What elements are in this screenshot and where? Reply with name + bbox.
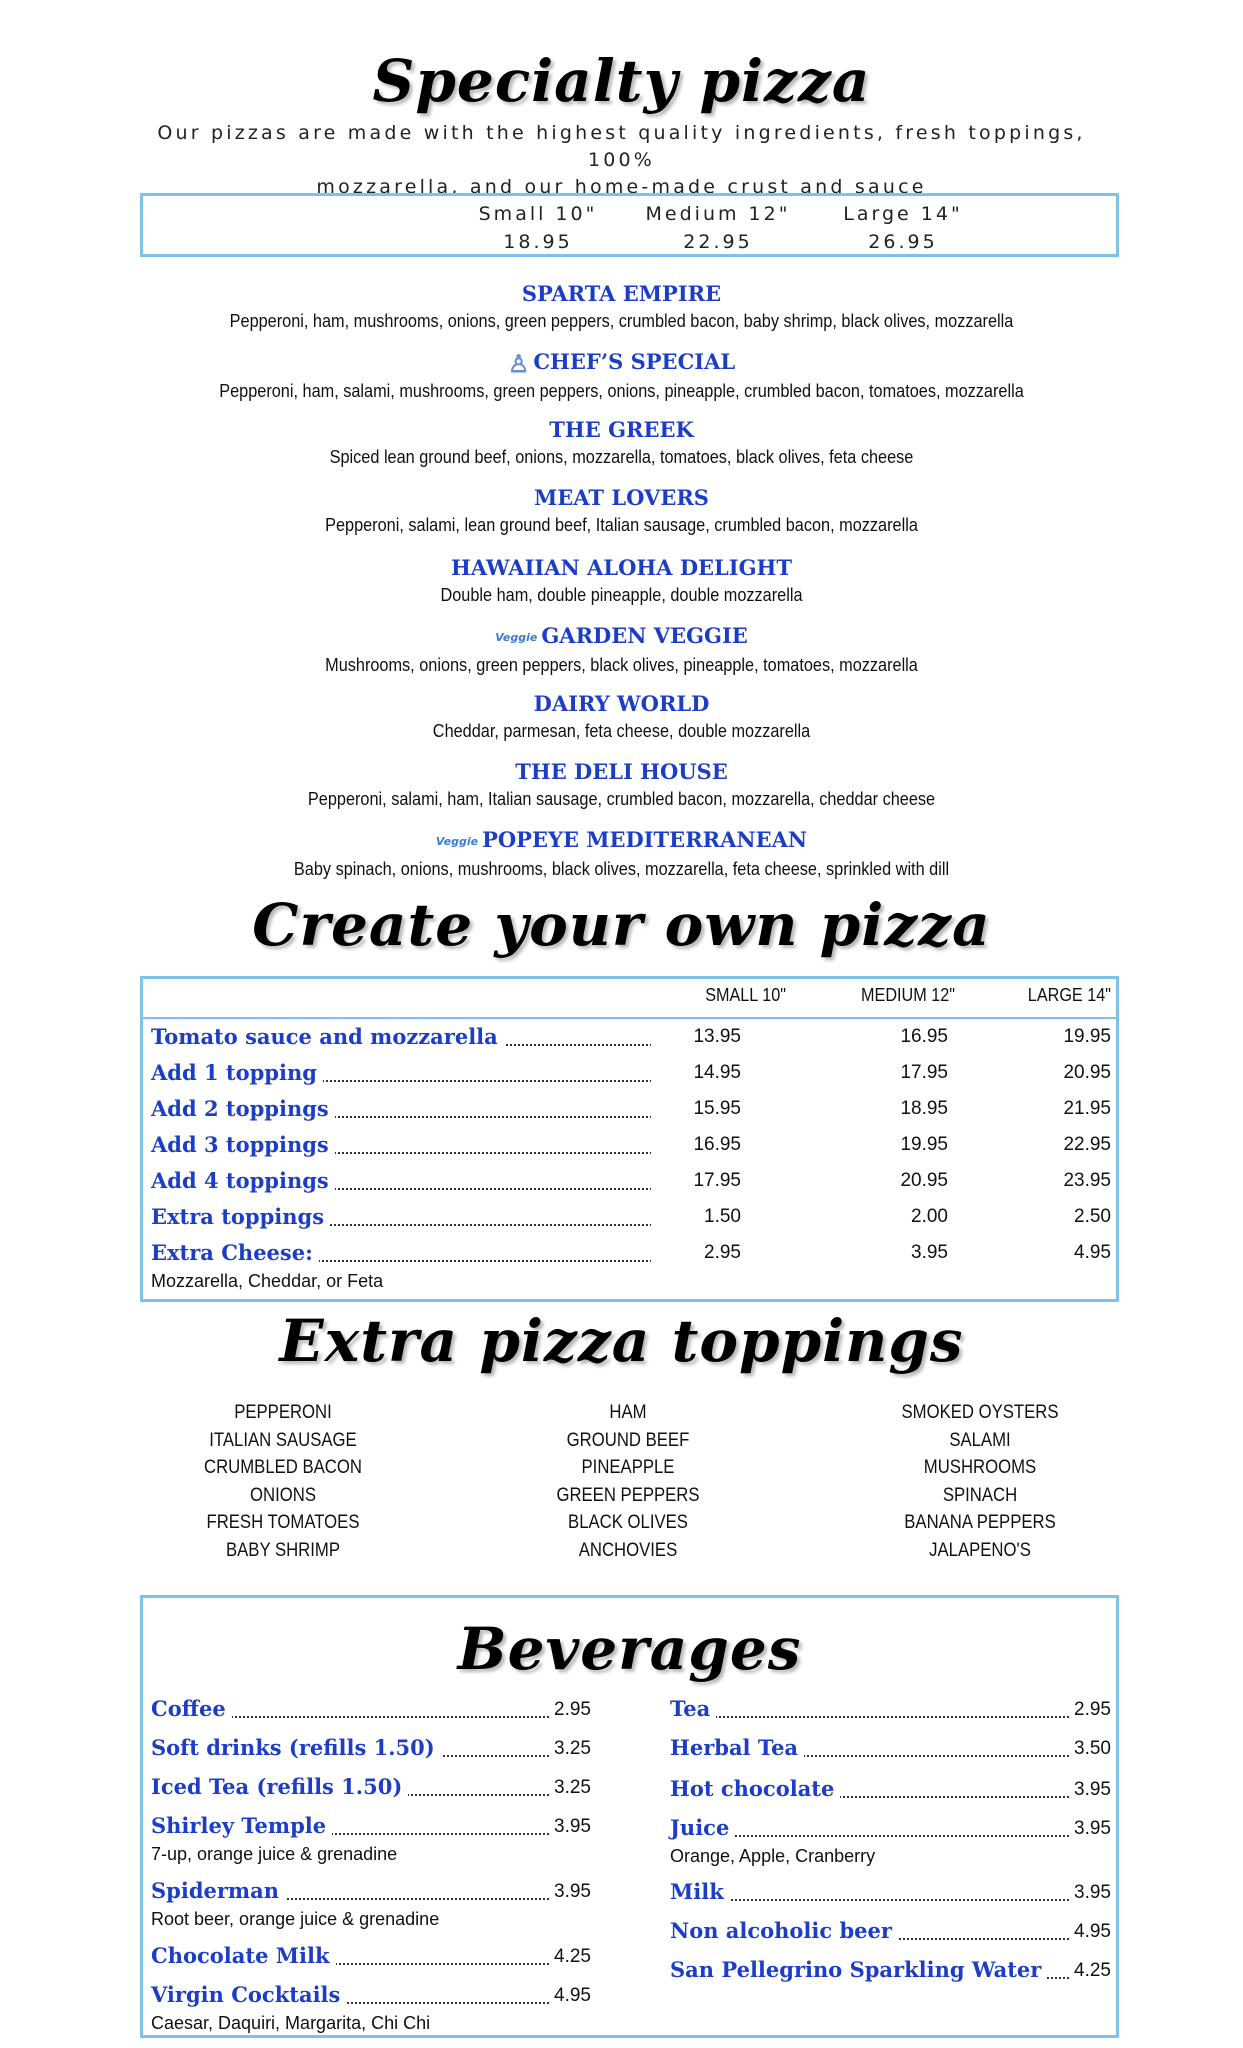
intro-line-2: mozzarella, and our home-made crust and sauce bbox=[316, 176, 927, 198]
price-small: 1.50 bbox=[651, 1206, 741, 1228]
beverage-name: Coffee bbox=[151, 1696, 232, 1721]
pizza-name-row bbox=[0, 348, 1243, 378]
beverage-name: Non alcoholic beer bbox=[670, 1918, 898, 1943]
table-row bbox=[151, 1204, 1111, 1238]
beverage-line bbox=[670, 1735, 1111, 1765]
pizza-desc: Pepperoni, ham, salami, mushrooms, green peppers, onions, pineapple, crumbled bacon, tomatoes, mozzarella bbox=[219, 379, 1024, 401]
topping-item: SMOKED OYSTERS bbox=[901, 1402, 1059, 1423]
row-label: Add 4 toppings bbox=[151, 1168, 335, 1193]
size-label: Medium 12" bbox=[645, 203, 791, 225]
beverage-price: 4.95 bbox=[550, 1985, 591, 2007]
pizza-item bbox=[0, 280, 1243, 334]
pizza-desc: Mushrooms, onions, green peppers, black olives, pineapple, tomatoes, mozzarella bbox=[325, 653, 918, 675]
pizza-name: HAWAIIAN ALOHA DELIGHT bbox=[450, 555, 793, 580]
row-label: Tomato sauce and mozzarella bbox=[151, 1024, 504, 1049]
table-row bbox=[151, 1096, 1111, 1130]
beverage-note: Orange, Apple, Cranberry bbox=[670, 1846, 876, 1866]
pizza-desc: Pepperoni, salami, lean ground beef, Italian sausage, crumbled bacon, mozzarella bbox=[325, 514, 918, 535]
beverage-line bbox=[670, 1879, 1111, 1909]
toppings-column-1 bbox=[143, 1399, 423, 1564]
toppings-column-2 bbox=[488, 1399, 768, 1564]
beverage-name: San Pellegrino Sparkling Water bbox=[670, 1957, 1047, 1982]
pizza-desc: Pepperoni, ham, mushrooms, onions, green peppers, crumbled bacon, baby shrimp, black olives, mozzarella bbox=[229, 310, 1014, 331]
beverage-note: Root beer, orange juice & grenadine bbox=[151, 1909, 440, 1929]
topping-item: HAM bbox=[609, 1402, 647, 1423]
size-price: 22.95 bbox=[683, 231, 753, 253]
pizza-item bbox=[0, 826, 1243, 882]
row-label: Add 3 toppings bbox=[151, 1132, 335, 1157]
beverage-price: 3.25 bbox=[550, 1738, 591, 1760]
beverage-name: Soft drinks (refills 1.50) bbox=[151, 1735, 441, 1760]
toppings-column-3 bbox=[840, 1399, 1120, 1564]
topping-item: BLACK OLIVES bbox=[568, 1512, 688, 1533]
beverage-price: 2.95 bbox=[1070, 1699, 1111, 1721]
veggie-badge-icon: Veggie bbox=[435, 834, 479, 848]
pizza-name: DAIRY WORLD bbox=[533, 691, 710, 716]
price-medium: 3.95 bbox=[858, 1242, 948, 1264]
topping-item: PINEAPPLE bbox=[581, 1457, 675, 1478]
table-row bbox=[151, 1024, 1111, 1058]
pizza-name: POPEYE MEDITERRANEAN bbox=[482, 827, 808, 852]
beverage-line bbox=[670, 1696, 1111, 1726]
beverage-item bbox=[670, 1957, 1111, 2017]
beverage-name: Hot chocolate bbox=[670, 1776, 840, 1801]
topping-item: PEPPERONI bbox=[234, 1402, 332, 1423]
beverage-price: 2.95 bbox=[550, 1699, 591, 1721]
beverage-name: Virgin Cocktails bbox=[151, 1982, 346, 2007]
pizza-desc: Double ham, double pineapple, double mozzarella bbox=[440, 584, 803, 605]
row-label: Extra Cheese: bbox=[151, 1240, 319, 1265]
beverage-item bbox=[151, 1982, 591, 2042]
beverage-note: Caesar, Daquiri, Margarita, Chi Chi bbox=[151, 2013, 431, 2033]
create-title: Create your own pizza bbox=[252, 891, 991, 959]
topping-item: SALAMI bbox=[949, 1429, 1011, 1451]
beverage-name: Herbal Tea bbox=[670, 1735, 804, 1760]
beverage-item bbox=[151, 1878, 591, 1938]
pizza-name: THE GREEK bbox=[549, 417, 694, 442]
create-table-header bbox=[143, 979, 1116, 1019]
pizza-item bbox=[0, 758, 1243, 812]
pizza-item bbox=[0, 554, 1243, 608]
pizza-desc: Spiced lean ground beef, onions, mozzarella, tomatoes, black olives, feta cheese bbox=[329, 446, 914, 467]
beverage-line bbox=[151, 1696, 591, 1726]
topping-item: ANCHOVIES bbox=[578, 1539, 678, 1561]
pizza-name-row bbox=[0, 826, 1243, 856]
beverage-name: Juice bbox=[670, 1815, 735, 1840]
beverage-price: 3.95 bbox=[1070, 1882, 1111, 1904]
price-large: 19.95 bbox=[1021, 1026, 1111, 1048]
size-large bbox=[803, 196, 1003, 256]
beverage-item bbox=[670, 1815, 1111, 1875]
beverage-price: 3.95 bbox=[550, 1881, 591, 1903]
pizza-desc: Baby spinach, onions, mushrooms, black olives, mozzarella, feta cheese, sprinkled with dill bbox=[293, 857, 950, 879]
beverage-item bbox=[151, 1813, 591, 1873]
price-medium: 16.95 bbox=[858, 1026, 948, 1048]
size-small bbox=[438, 196, 638, 256]
topping-item: SPINACH bbox=[942, 1484, 1018, 1506]
topping-item: ONIONS bbox=[250, 1484, 316, 1506]
pizza-name: MEAT LOVERS bbox=[534, 485, 709, 510]
price-large: 4.95 bbox=[1021, 1242, 1111, 1264]
veggie-badge-icon: Veggie bbox=[495, 630, 538, 644]
topping-item: JALAPENO'S bbox=[929, 1539, 1031, 1561]
price-large: 2.50 bbox=[1021, 1206, 1111, 1228]
table-row bbox=[151, 1240, 1111, 1274]
beverage-price: 3.50 bbox=[1070, 1738, 1111, 1760]
toppings-title: Extra pizza toppings bbox=[279, 1307, 964, 1375]
price-medium: 18.95 bbox=[858, 1098, 948, 1120]
chef-icon: ♙ bbox=[507, 348, 530, 378]
specialty-price-box bbox=[140, 193, 1119, 257]
pizza-desc: Pepperoni, salami, ham, Italian sausage, crumbled bacon, mozzarella, cheddar cheese bbox=[307, 788, 936, 809]
price-small: 16.95 bbox=[651, 1134, 741, 1156]
pizza-name: CHEF’S SPECIAL bbox=[533, 349, 736, 374]
beverage-line bbox=[670, 1957, 1111, 1987]
col-header-medium: MEDIUM 12" bbox=[861, 985, 955, 1005]
price-small: 17.95 bbox=[651, 1170, 741, 1192]
beverage-note: 7-up, orange juice & grenadine bbox=[151, 1844, 398, 1864]
topping-item: ITALIAN SAUSAGE bbox=[209, 1429, 357, 1451]
price-small: 2.95 bbox=[651, 1242, 741, 1264]
beverage-price: 4.95 bbox=[1070, 1921, 1111, 1943]
table-row bbox=[151, 1060, 1111, 1094]
price-medium: 2.00 bbox=[858, 1206, 948, 1228]
size-label: Large 14" bbox=[843, 203, 963, 225]
beverage-name: Shirley Temple bbox=[151, 1813, 332, 1838]
pizza-item bbox=[0, 484, 1243, 538]
beverage-price: 3.95 bbox=[550, 1816, 591, 1838]
price-small: 14.95 bbox=[651, 1062, 741, 1084]
table-row bbox=[151, 1132, 1111, 1166]
beverage-line bbox=[151, 1735, 591, 1765]
beverages-box bbox=[140, 1595, 1119, 2038]
pizza-name: SPARTA EMPIRE bbox=[521, 281, 722, 306]
beverage-price: 3.25 bbox=[550, 1777, 591, 1799]
size-medium bbox=[618, 196, 818, 256]
price-small: 15.95 bbox=[651, 1098, 741, 1120]
row-label: Extra toppings bbox=[151, 1204, 330, 1229]
row-label: Add 2 toppings bbox=[151, 1096, 335, 1121]
beverage-name: Tea bbox=[670, 1696, 716, 1721]
beverage-price: 4.25 bbox=[550, 1946, 591, 1968]
beverage-line bbox=[151, 1813, 591, 1843]
dot-leader bbox=[670, 1716, 1069, 1718]
price-large: 23.95 bbox=[1021, 1170, 1111, 1192]
topping-item: GROUND BEEF bbox=[566, 1429, 690, 1451]
col-header-small: SMALL 10" bbox=[705, 985, 786, 1005]
price-small: 13.95 bbox=[651, 1026, 741, 1048]
beverage-price: 3.95 bbox=[1070, 1779, 1111, 1801]
table-row bbox=[151, 1168, 1111, 1202]
beverage-price: 4.25 bbox=[1070, 1960, 1111, 1982]
topping-item: BANANA PEPPERS bbox=[904, 1512, 1056, 1533]
beverage-price: 3.95 bbox=[1070, 1818, 1111, 1840]
beverages-title: Beverages bbox=[457, 1615, 802, 1683]
pizza-name: GARDEN VEGGIE bbox=[541, 623, 748, 648]
pizza-item bbox=[0, 416, 1243, 470]
price-large: 20.95 bbox=[1021, 1062, 1111, 1084]
size-label: Small 10" bbox=[478, 203, 598, 225]
size-price: 26.95 bbox=[868, 231, 938, 253]
topping-item: GREEN PEPPERS bbox=[556, 1484, 700, 1506]
cheese-note: Mozzarella, Cheddar, or Feta bbox=[151, 1271, 384, 1291]
price-medium: 19.95 bbox=[858, 1134, 948, 1156]
price-large: 22.95 bbox=[1021, 1134, 1111, 1156]
beverage-name: Iced Tea (refills 1.50) bbox=[151, 1774, 408, 1799]
col-header-large: LARGE 14" bbox=[1027, 985, 1111, 1005]
price-medium: 17.95 bbox=[858, 1062, 948, 1084]
pizza-name-row bbox=[0, 622, 1243, 652]
beverage-name: Chocolate Milk bbox=[151, 1943, 336, 1968]
pizza-item bbox=[0, 622, 1243, 678]
beverage-line bbox=[151, 1982, 591, 2012]
beverage-line bbox=[670, 1776, 1111, 1806]
beverage-line bbox=[151, 1774, 591, 1804]
topping-item: MUSHROOMS bbox=[923, 1457, 1037, 1478]
beverage-line bbox=[151, 1878, 591, 1908]
beverage-line bbox=[151, 1943, 591, 1973]
specialty-title: Specialty pizza bbox=[372, 47, 871, 115]
create-price-table bbox=[140, 976, 1119, 1302]
price-large: 21.95 bbox=[1021, 1098, 1111, 1120]
beverage-name: Milk bbox=[670, 1879, 730, 1904]
dot-leader bbox=[670, 1899, 1069, 1901]
price-medium: 20.95 bbox=[858, 1170, 948, 1192]
pizza-desc: Cheddar, parmesan, feta cheese, double mozzarella bbox=[432, 720, 811, 741]
pizza-item bbox=[0, 348, 1243, 404]
pizza-name: THE DELI HOUSE bbox=[515, 759, 728, 784]
beverage-name: Spiderman bbox=[151, 1878, 285, 1903]
specialty-intro bbox=[150, 120, 1093, 201]
topping-item: BABY SHRIMP bbox=[226, 1539, 340, 1561]
size-price: 18.95 bbox=[503, 231, 573, 253]
topping-item: FRESH TOMATOES bbox=[206, 1512, 360, 1533]
beverage-line bbox=[670, 1918, 1111, 1948]
topping-item: CRUMBLED BACON bbox=[204, 1457, 362, 1478]
intro-line-1: Our pizzas are made with the highest quality ingredients, fresh toppings, 100% bbox=[157, 122, 1086, 171]
beverage-line bbox=[670, 1815, 1111, 1845]
pizza-item bbox=[0, 690, 1243, 744]
row-label: Add 1 topping bbox=[151, 1060, 323, 1085]
